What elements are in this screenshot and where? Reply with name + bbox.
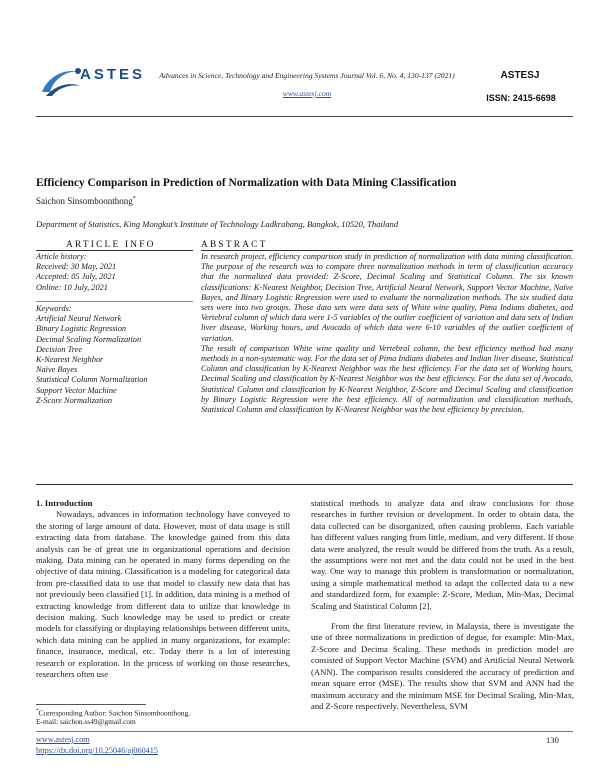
journal-citation: Advances in Science, Technology and Engineering Systems Journal Vol. 6, No. 4, 130-137 (2021)	[159, 71, 455, 80]
history-label: Article history:	[36, 252, 87, 261]
author-mark: *	[132, 196, 136, 202]
footnote-author: *Corresponding Author: Saichon Sinsomboonthong,	[36, 708, 191, 718]
keyword: Artificial Neural Network	[36, 314, 122, 324]
keyword-list	[36, 304, 193, 406]
footnote-rule	[36, 704, 146, 705]
keyword: K-Nearest Neighbor	[36, 355, 104, 365]
body-column-left	[36, 498, 290, 681]
keyword: Statistical Column Normalization	[36, 375, 148, 385]
footnote	[36, 707, 190, 726]
article-info-rule	[36, 250, 193, 251]
journal-url-link[interactable]: www.astesj.com	[282, 89, 332, 98]
keywords-label: Keywords:	[36, 304, 72, 313]
abstract-text	[201, 252, 573, 415]
history-accepted: Accepted: 05 July, 2021	[36, 272, 116, 282]
article-info-heading: ARTICLE INFO	[66, 240, 156, 250]
abstract-bottom-rule	[36, 484, 573, 485]
footnote-email: E-mail: saichon.ss49@gmail.com	[36, 717, 136, 727]
keyword: Naïve Bayes	[36, 365, 78, 375]
footer-url-link[interactable]: www.astesj.com	[36, 735, 90, 744]
keyword: Decimal Scaling Normalization	[36, 334, 142, 344]
abstract-rule	[201, 250, 573, 251]
journal-short-name: ASTESJ	[500, 70, 540, 81]
author-line	[36, 196, 136, 206]
footer-rule	[36, 731, 573, 732]
body-paragraph: From the first literature review, in Malaysia, there is investigate the use of three normalizations in prediction of degue, for example: Min-Max, Z-Score and Decima Scaling. These methods in prediction model are consisted of Support Vector Machine (SVM) and Artificial Neural Network (ANN). The comparison results considered the accuracy of prediction and mean square error (MSE). The results show that SVM and ANN had the maximum accuracy and the minimum MSE for Decimal Scaling, Min-Max, and Z-Score respectively. Nevertheless, SVM	[311, 621, 574, 711]
abstract-paragraph: In research project, efficiency comparison study in prediction of normalization with data mining classification. The purpose of the research was to compare three normalization methods in term of classification accuracy that the normalized data provided: Z-Score, Decimal Scaling and Statistical Column. The six known classifications: K-Nearest Neighbor, Decision Tree, Artificial Neural Network, Support Vector Machine, Naïve Bayes, and Binary Logistic Regression were used to evaluate the normalization methods. The six studied data sets were into two groups. Those data sets were data sets of White wine quality, Pima Indians diabetes, and Vertebral column of which data were 1-5 variables of the outlier coefficient of variation and data sets of Indian liver disease, Working hours, and Avocado of which data were 6-10 variables of the outlier coefficient of variation.	[201, 252, 573, 343]
article-history	[36, 252, 193, 293]
doi-link[interactable]: https://dx.doi.org/10.25046/aj060415	[36, 746, 158, 755]
abstract-paragraph: The result of comparison White wine quality and Vertebral column, the best efficiency method had many methods in a non-systematic way. For the data set of Pima Indians diabetes and Indian liver disease, Statistical Column and classification by K-Nearest Neighbor was the best efficiency. For the data set of Working hours, Decimal Scaling and classification by K-Nearest Neighbor was the best efficiency. For the data set of Avocado, Statistical Column and classification by K-Nearest Neighbor, Z-Score and Decimal Scaling and classification by Binary Logistic Regression were the best efficiency. All of normalization and classification methods, Statistical Column and classification by K-Nearest Neighbor was the best efficiency by precision.	[201, 343, 573, 415]
history-received: Received: 30 May, 2021	[36, 262, 117, 272]
paper-title: Efficiency Comparison in Prediction of Normalization with Data Mining Classification	[36, 177, 457, 189]
affiliation: Department of Statistics, King Mongkut’s Institute of Technology Ladkrabang, Bangkok, 10520, Thailand	[36, 219, 399, 229]
page-number: 130	[546, 735, 559, 745]
author-name: Saichon Sinsomboonthong	[36, 196, 133, 206]
header-divider	[36, 116, 573, 117]
abstract-heading: ABSTRACT	[201, 240, 268, 250]
issn-label: ISSN: 2415-6698	[486, 93, 556, 103]
keyword: Z-Score Normalization	[36, 395, 112, 405]
body-paragraph: statistical methods to analyze data and draw conclusions for those researches in further revision or development. In order to obtain data, the data collected can be disorganized, often causing problems. Each variable has different values ranging from little, medium, and very different. If those data were analyzed, the result would be differed from the truth. As a result, the assumptions were not met and the data could not be used in the best way. One way to manage this problem is transformation or normalization, using a simple mathematical method to adapt the collected data to a new and standardized form, for example: Z-Score, Median, Min-Max, Decimal Scaling and Statistical Column [2].	[311, 498, 574, 611]
logo-text: ASTES	[80, 66, 146, 83]
body-paragraph: Nowadays, advances in information technology have conveyed to the storing of large amount of data. However, most of data usage is still extracting data from database. The knowledge gained from this data analysis can be of great use in organizational operations and decision making. Data mining can be operated in many forms depending on the objective of data mining. Classification is a modeling for categorical data from pre-classified data to use that model to classify new data that has not previously been classified [1]. In addition, data mining is a method of extracting knowledge from different data to utilize that knowledge in decision making. Such knowledge may be used to predict or create models for classifying or displaying relationships between different units, which data mining can be applied in many organizations, for example: finance, insurance, medical, etc. Today there is a lot of interesting research or exploration. In the process of working on those researches, researchers often use	[36, 509, 290, 680]
keyword: Support Vector Machine	[36, 385, 117, 395]
footnote-mark: *	[36, 709, 39, 714]
article-info-separator	[36, 301, 193, 302]
body-column-right	[311, 498, 574, 712]
keyword: Decision Tree	[36, 344, 83, 354]
paragraph-gap	[311, 612, 574, 621]
keyword: Binary Logistic Regression	[36, 324, 127, 334]
history-online: Online: 10 July, 2021	[36, 282, 108, 292]
section-heading: 1. Introduction	[36, 498, 93, 508]
